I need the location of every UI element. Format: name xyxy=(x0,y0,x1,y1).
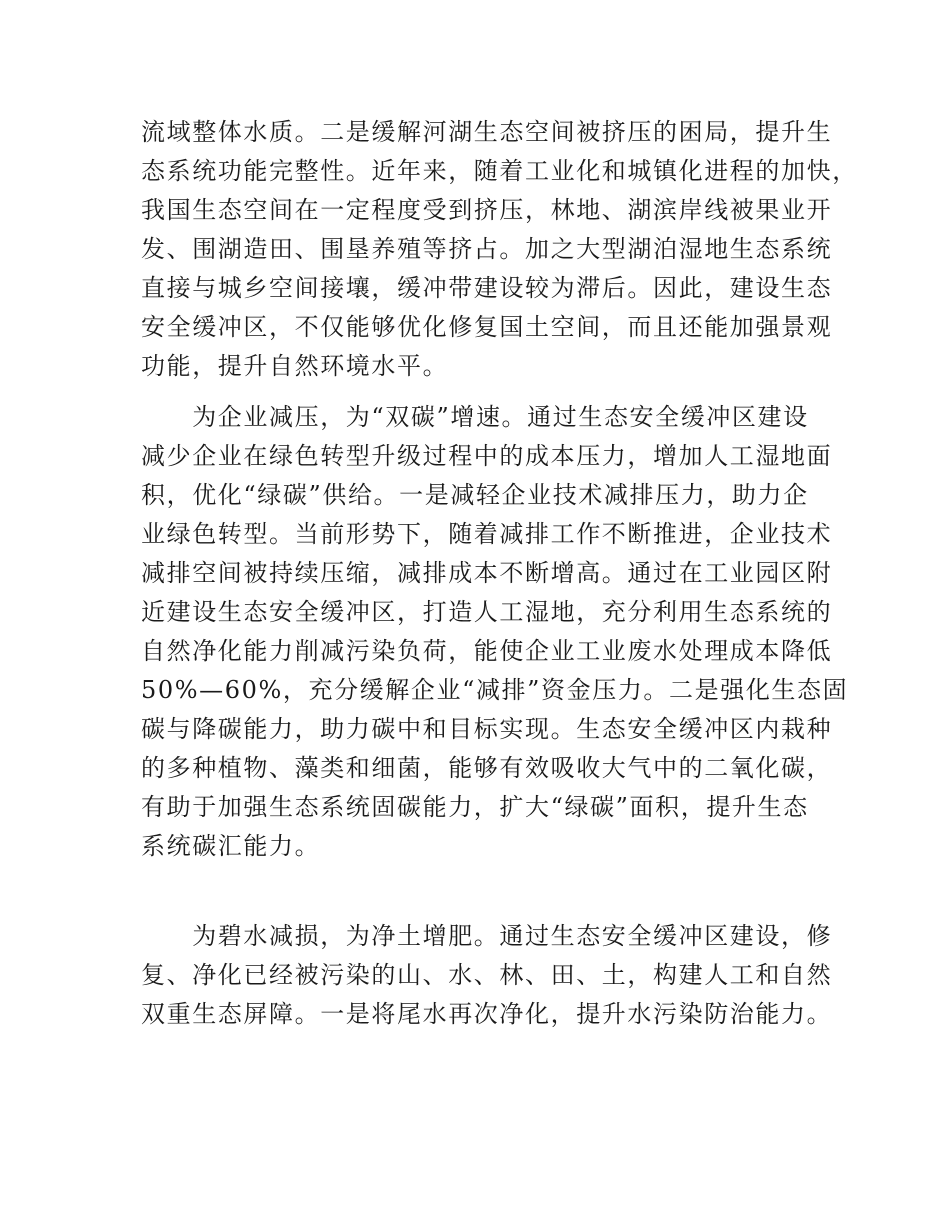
text-line: 的多种植物、藻类和细菌，能够有效吸收大气中的二氧化碳， xyxy=(141,754,833,782)
text-line: 发、围湖造田、围垦养殖等挤占。加之大型湖泊湿地生态系统 xyxy=(141,235,833,263)
text-line: 减排空间被持续压缩，减排成本不断增高。通过在工业园区附 xyxy=(141,559,833,587)
text-line xyxy=(141,866,813,905)
text-line: 直接与城乡空间接壤，缓冲带建设较为滞后。因此，建设生态 xyxy=(141,274,833,302)
text-line: 有助于加强生态系统固碳能力，扩大“绿碳”面积，提升生态 xyxy=(141,793,809,821)
text-line: 自然净化能力削减污染负荷，能使企业工业废水处理成本降低 xyxy=(141,637,833,665)
text-line: 积，优化“绿碳”供给。一是减轻企业技术减排压力，助力企 xyxy=(141,481,809,509)
text-line: 碳与降碳能力，助力碳中和目标实现。生态安全缓冲区内栽种 xyxy=(141,715,833,743)
text-line: 为碧水减损，为净土增肥。通过生态安全缓冲区建设，修 xyxy=(141,922,833,950)
text-line: 为企业减压，为“双碳”增速。通过生态安全缓冲区建设 xyxy=(141,403,809,431)
text-line: 安全缓冲区，不仅能够优化修复国土空间，而且还能加强景观 xyxy=(141,313,833,341)
text-line: 近建设生态安全缓冲区，打造人工湿地，充分利用生态系统的 xyxy=(141,598,833,626)
text-line: 双重生态屏障。一是将尾水再次净化，提升水污染防治能力。 xyxy=(141,1000,833,1028)
paragraph-2 xyxy=(141,398,849,905)
text-line: 减少企业在绿色转型升级过程中的成本压力，增加人工湿地面 xyxy=(141,442,833,470)
paragraph-1 xyxy=(141,113,858,386)
text-line: 我国生态空间在一定程度受到挤压，林地、湖滨岸线被果业开 xyxy=(141,196,833,224)
text-line: 复、净化已经被污染的山、水、林、田、土，构建人工和自然 xyxy=(141,961,833,989)
text-line: 态系统功能完整性。近年来，随着工业化和城镇化进程的加快， xyxy=(141,157,858,185)
text-line: 业绿色转型。当前形势下，随着减排工作不断推进，企业技术 xyxy=(141,520,833,548)
text-line: 50%—60%，充分缓解企业“减排”资金压力。二是强化生态固 xyxy=(141,676,849,704)
text-line: 流域整体水质。二是缓解河湖生态空间被挤压的困局，提升生 xyxy=(141,118,833,146)
paragraph-3 xyxy=(141,917,833,1034)
text-line: 系统碳汇能力。 xyxy=(141,832,321,860)
text-line: 功能，提升自然环境水平。 xyxy=(141,352,449,380)
document-page xyxy=(141,113,858,1034)
